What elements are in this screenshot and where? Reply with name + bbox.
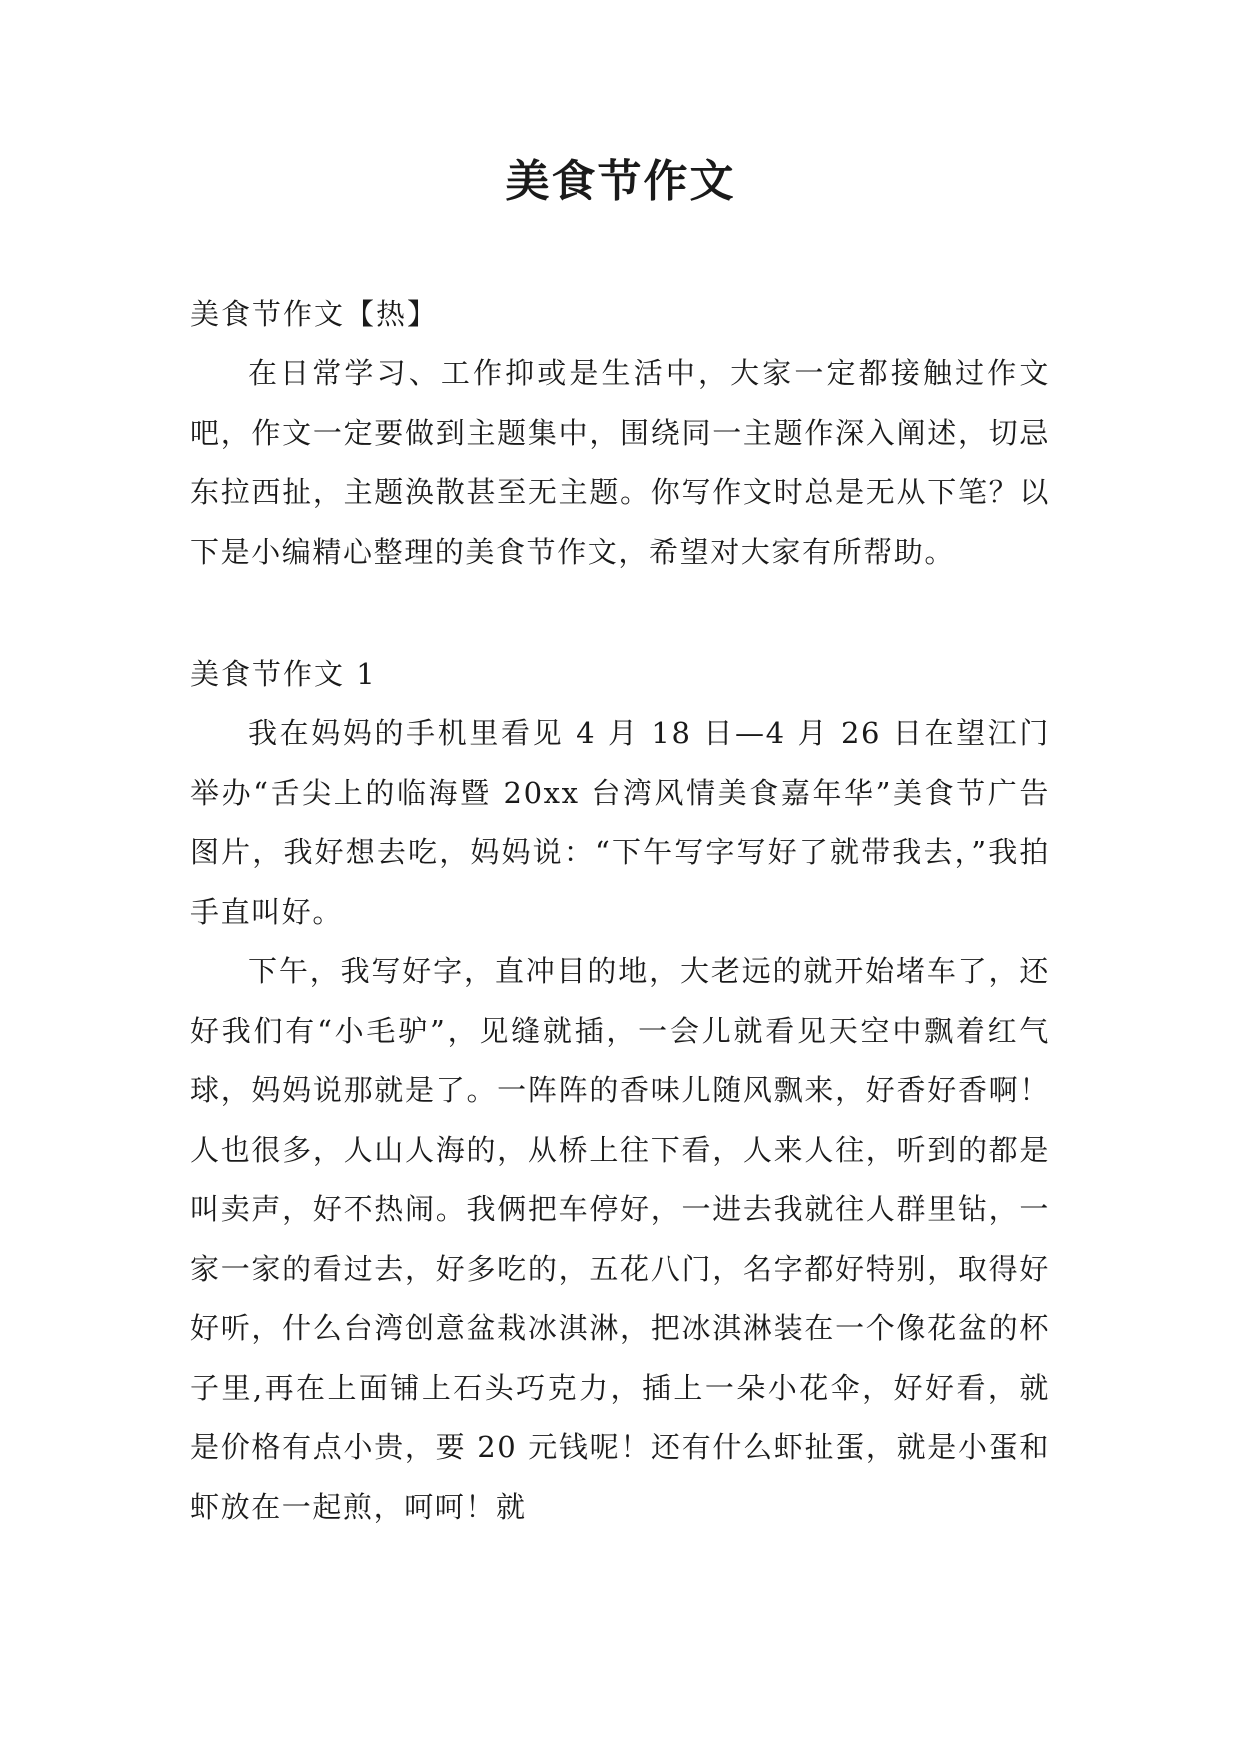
body-paragraph: 我在妈妈的手机里看见 4 月 18 日—4 月 26 日在望江门举办“舌尖上的临海暨 20xx 台湾风情美食嘉年华”美食节广告图片，我好想去吃，妈妈说：“下午写字写好了就带我去，”我拍手直叫好。 <box>190 716 1050 929</box>
intro-heading: 美食节作文【热】 <box>190 297 439 331</box>
document-title: 美食节作文 <box>505 156 736 207</box>
document-body <box>190 284 1050 1537</box>
section-spacer <box>190 582 1050 644</box>
body-paragraph: 下午，我写好字，直冲目的地，大老远的就开始堵车了，还好我们有“小毛驴”，见缝就插，一会儿就看见天空中飘着红气球，妈妈说那就是了。一阵阵的香味儿随风飘来，好香好香啊！人也很多，人山人海的，从桥上往下看，人来人往，听到的都是叫卖声，好不热闹。我俩把车停好，一进去我就往人群里钻，一家一家的看过去，好多吃的，五花八门，名字都好特别，取得好好听，什么台湾创意盆栽冰淇淋，把冰淇淋装在一个像花盆的杯子里,再在上面铺上石头巧克力，插上一朵小花伞，好好看，就是价格有点小贵，要 20 元钱呢！还有什么虾扯蛋，就是小蛋和虾放在一起煎，呵呵！就 <box>190 954 1050 1524</box>
intro-paragraph: 在日常学习、工作抑或是生活中，大家一定都接触过作文吧，作文一定要做到主题集中，围绕同一主题作深入阐述，切忌东拉西扯，主题涣散甚至无主题。你写作文时总是无从下笔？以下是小编精心整理的美食节作文，希望对大家有所帮助。 <box>190 356 1050 569</box>
section-heading: 美食节作文 1 <box>190 657 377 691</box>
